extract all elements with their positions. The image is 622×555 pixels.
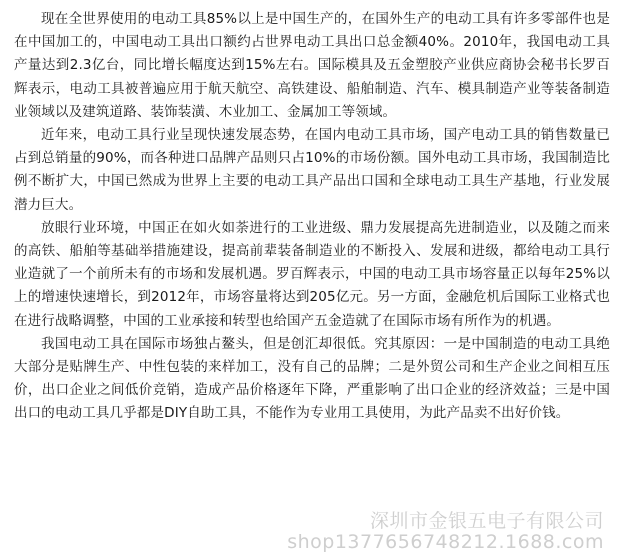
watermark-company-name: 深圳市金银五电子有限公司: [369, 510, 604, 532]
article-body: [14, 8, 610, 426]
article-paragraph-1: 现在全世界使用的电动工具85%以上是中国生产的，在国外生产的电动工具有许多零部件也是在中国加工的，中国电动工具出口额约占世界电动工具出口总金额40%。2010年，我国电动工具产量达到2.3亿台，同比增长幅度达到15%左右。国际模具及五金塑胶产业供应商协会秘书长罗百辉表示，电动工具被普遍应用于航天航空、高铁建设、船舶制造、汽车、模具制造产业等装备制造业领域以及建筑道路、装饰装潢、木业加工、金属加工等领域。: [14, 11, 610, 120]
article-paragraph-2: 近年来，电动工具行业呈现快速发展态势，在国内电动工具市场，国产电动工具的销售数量已占到总销量的90%，而各种进口品牌产品则只占10%的市场份额。国外电动工具市场，我国制造比例不断扩大，中国已然成为世界上主要的电动工具产品出口国和全球电动工具生产基地，行业发展潜力巨大。: [14, 127, 610, 213]
shop-watermark: [287, 511, 604, 553]
article-paragraph-3: 放眼行业环境，中国正在如火如荼进行的工业进级、鼎力发展提高先进制造业，以及随之而来的高铁、船舶等基础举措施建设，提高前辈装备制造业的不断投入、发展和进级，都给电动工具行业造就了一个前所未有的市场和发展机遇。罗百辉表示，中国的电动工具市场容量正以每年25%以上的增速快速增长，到2012年，市场容量将达到205亿元。另一方面，金融危机后国际工业格式也在进行战略调整，中国的工业承接和转型也给国产五金造就了在国际市场有所作为的机遇。: [14, 219, 610, 329]
article-paragraph-4: 我国电动工具在国际市场独占鳌头，但是创汇却很低。究其原因：一是中国制造的电动工具绝大部分是贴牌生产、中性包装的来样加工，没有自己的品牌；二是外贸公司和生产企业之间相互压价，出口企业之间低价竞销，造成产品价格逐年下降，严重影响了出口企业的经济效益；三是中国出口的电动工具几乎都是DIY自助工具，不能作为专业用工具使用，为此产品卖不出好价钱。: [14, 335, 610, 422]
watermark-shop-url: shop1377656748212.1688.com: [287, 531, 604, 553]
